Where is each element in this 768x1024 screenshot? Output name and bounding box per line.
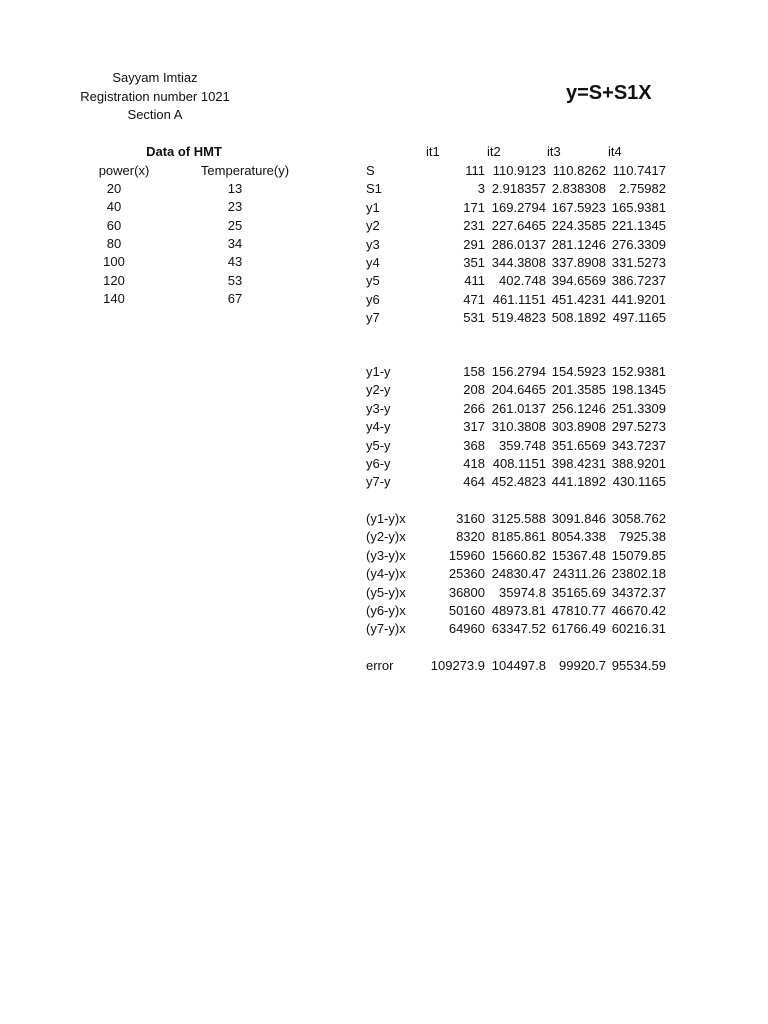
iteration-value-it1: 3160 <box>456 511 485 526</box>
iteration-value-it4: 276.3309 <box>611 236 666 252</box>
row-label: y3 <box>366 236 380 252</box>
iteration-value-it2: 344.3808 <box>491 255 546 270</box>
weighted-residual-row <box>0 510 768 528</box>
row-label: y5 <box>366 273 380 289</box>
author-name: Sayyam Imtiaz <box>112 70 198 85</box>
iteration-value-it3: 61766.49 <box>551 621 606 637</box>
iteration-value-it2: 15660.82 <box>491 547 546 563</box>
iteration-value-it3: 508.1892 <box>551 310 606 326</box>
iteration-value-it3: 201.3585 <box>551 382 606 398</box>
row-label: y5-y <box>366 437 391 453</box>
iteration-value-it4: 23802.18 <box>611 566 666 582</box>
iteration-value-it2: 286.0137 <box>491 236 546 252</box>
iteration-value-it2: 519.4823 <box>491 310 546 326</box>
row-label: S <box>366 163 375 178</box>
iteration-value-it1: 50160 <box>448 603 485 618</box>
iteration-value-it4: 46670.42 <box>611 603 666 618</box>
hmt-col-temperature-header: Temperature(y) <box>200 163 290 178</box>
iteration-value-it2: 35974.8 <box>499 584 546 600</box>
residual-row <box>0 363 768 381</box>
iteration-value-it4: 2.75982 <box>619 181 666 197</box>
iteration-value-it2: 359.748 <box>499 437 546 453</box>
iteration-header-it2: it2 <box>487 144 501 159</box>
iteration-value-it4: 198.1345 <box>611 382 666 398</box>
row-label: y4-y <box>366 419 391 435</box>
iteration-value-it3: 303.8908 <box>551 419 606 435</box>
iteration-value-it3: 35165.69 <box>551 584 606 600</box>
row-label: (y4-y)x <box>366 566 406 582</box>
iteration-value-it4: 297.5273 <box>611 419 666 435</box>
iteration-value-it4: 3058.762 <box>611 511 666 526</box>
parameter-row <box>0 217 768 235</box>
iteration-value-it2: 156.2794 <box>491 364 546 379</box>
iteration-value-it3: 15367.48 <box>551 547 606 563</box>
iteration-value-it1: 351 <box>463 255 485 270</box>
iteration-value-it2: 227.6465 <box>491 218 546 234</box>
iteration-value-it2: 452.4823 <box>491 474 546 490</box>
iteration-value-it2: 408.1151 <box>492 456 546 471</box>
iteration-value-it4: 60216.31 <box>611 621 666 637</box>
row-label: y7-y <box>366 474 391 490</box>
iteration-value-it3: 24311.26 <box>552 566 606 582</box>
registration-number: Registration number 1021 <box>80 89 230 104</box>
iteration-value-it3: 398.4231 <box>551 456 606 471</box>
hmt-table-title: Data of HMT <box>146 144 222 159</box>
iteration-value-it2: 2.918357 <box>491 181 546 197</box>
iteration-value-it1: 109273.9 <box>430 658 485 673</box>
residual-row <box>0 437 768 455</box>
iteration-value-it1: 231 <box>463 218 485 234</box>
iteration-value-it2: 402.748 <box>499 273 546 289</box>
hmt-power-value: 60 <box>106 217 122 233</box>
hmt-temperature-value: 67 <box>227 290 243 306</box>
residual-row <box>0 418 768 436</box>
iteration-value-it3: 8054.338 <box>551 529 606 545</box>
model-formula: y=S+S1X <box>566 82 652 104</box>
hmt-temperature-value: 43 <box>227 254 243 270</box>
iteration-value-it3: 281.1246 <box>551 236 606 252</box>
iteration-value-it3: 337.8908 <box>551 255 606 270</box>
weighted-residual-row <box>0 528 768 546</box>
iteration-value-it4: 7925.38 <box>619 529 666 545</box>
iteration-value-it1: 368 <box>463 437 485 453</box>
iteration-value-it1: 531 <box>463 310 485 326</box>
iteration-value-it1: 411 <box>464 273 485 289</box>
parameter-row <box>0 291 768 309</box>
iteration-value-it1: 15960 <box>448 547 485 563</box>
row-label: (y7-y)x <box>366 621 406 637</box>
iteration-value-it4: 388.9201 <box>611 456 666 471</box>
weighted-residual-row <box>0 547 768 565</box>
iteration-value-it3: 224.3585 <box>551 218 606 234</box>
row-label: y1-y <box>366 364 391 379</box>
iteration-header-it1: it1 <box>426 144 440 159</box>
iteration-value-it4: 110.7417 <box>612 163 666 178</box>
hmt-temperature-value: 53 <box>227 272 243 288</box>
iteration-value-it4: 343.7237 <box>611 437 666 453</box>
iteration-value-it1: 317 <box>463 419 485 435</box>
iteration-value-it3: 47810.77 <box>551 603 606 618</box>
parameter-row <box>0 254 768 272</box>
row-label: (y5-y)x <box>366 584 406 600</box>
row-label: S1 <box>366 181 382 197</box>
iteration-value-it4: 152.9381 <box>611 364 666 379</box>
iteration-value-it2: 8185.861 <box>491 529 546 545</box>
hmt-temperature-value: 23 <box>227 199 243 215</box>
iteration-value-it4: 430.1165 <box>612 474 666 490</box>
iteration-value-it2: 3125.588 <box>491 511 546 526</box>
iteration-value-it4: 34372.37 <box>611 584 666 600</box>
row-label: y6 <box>366 291 380 307</box>
iteration-value-it4: 331.5273 <box>611 255 666 270</box>
hmt-temperature-value: 34 <box>227 235 243 251</box>
iteration-value-it1: 464 <box>463 474 485 490</box>
residual-row <box>0 400 768 418</box>
row-label: y7 <box>366 310 380 326</box>
iteration-header-it4: it4 <box>608 144 622 159</box>
iteration-value-it1: 64960 <box>448 621 485 637</box>
iteration-value-it2: 63347.52 <box>491 621 546 637</box>
error-row <box>0 657 768 675</box>
row-label: y1 <box>366 199 380 215</box>
row-label: (y3-y)x <box>366 547 406 563</box>
iteration-value-it1: 418 <box>463 456 485 471</box>
row-label: y2-y <box>366 382 391 398</box>
iteration-value-it3: 167.5923 <box>551 199 606 215</box>
iteration-header-it3: it3 <box>547 144 561 159</box>
iteration-value-it3: 441.1892 <box>551 474 606 490</box>
parameter-row <box>0 199 768 217</box>
iteration-value-it1: 36800 <box>448 584 485 600</box>
weighted-residual-row <box>0 602 768 620</box>
parameter-row <box>0 236 768 254</box>
iteration-value-it3: 110.8262 <box>552 163 606 178</box>
iteration-value-it3: 394.6569 <box>551 273 606 289</box>
row-label: y4 <box>366 255 380 270</box>
iteration-value-it1: 171 <box>463 199 485 215</box>
iteration-value-it4: 386.7237 <box>611 273 666 289</box>
row-label: (y6-y)x <box>366 603 406 618</box>
iteration-value-it4: 251.3309 <box>611 400 666 416</box>
iteration-value-it1: 208 <box>463 382 485 398</box>
iteration-value-it2: 24830.47 <box>491 566 546 582</box>
iteration-value-it3: 351.6569 <box>551 437 606 453</box>
iteration-value-it2: 461.1151 <box>492 291 546 307</box>
iteration-value-it3: 256.1246 <box>551 400 606 416</box>
weighted-residual-row <box>0 620 768 638</box>
weighted-residual-row <box>0 584 768 602</box>
iteration-value-it4: 165.9381 <box>611 199 666 215</box>
residual-row <box>0 473 768 491</box>
iteration-value-it1: 3 <box>477 181 485 197</box>
iteration-value-it1: 111 <box>465 163 485 178</box>
row-label: (y1-y)x <box>366 511 406 526</box>
hmt-power-value: 120 <box>103 272 125 288</box>
iteration-value-it2: 261.0137 <box>491 400 546 416</box>
parameter-row <box>0 309 768 327</box>
iteration-value-it3: 2.838308 <box>551 181 606 197</box>
iteration-value-it4: 441.9201 <box>611 291 666 307</box>
iteration-value-it3: 451.4231 <box>551 291 606 307</box>
iteration-value-it4: 497.1165 <box>612 310 666 326</box>
row-label: y3-y <box>366 400 391 416</box>
iteration-value-it3: 3091.846 <box>551 511 606 526</box>
iteration-value-it1: 158 <box>463 364 485 379</box>
iteration-value-it1: 266 <box>463 400 485 416</box>
residual-row <box>0 381 768 399</box>
iteration-value-it2: 169.2794 <box>491 199 546 215</box>
hmt-power-value: 40 <box>106 199 122 215</box>
iteration-value-it4: 95534.59 <box>611 658 666 673</box>
hmt-temperature-value: 13 <box>227 181 243 196</box>
row-label: (y2-y)x <box>366 529 406 545</box>
hmt-temperature-value: 25 <box>227 217 243 233</box>
iteration-value-it3: 154.5923 <box>551 364 606 379</box>
parameter-row <box>0 272 768 290</box>
hmt-col-power-header: power(x) <box>98 163 150 178</box>
hmt-power-value: 80 <box>106 235 122 251</box>
row-label: y6-y <box>366 456 391 471</box>
iteration-value-it1: 291 <box>463 236 485 252</box>
row-label: error <box>366 658 394 673</box>
iteration-value-it2: 110.9123 <box>492 163 546 178</box>
row-label: y2 <box>366 218 380 234</box>
hmt-power-value: 100 <box>103 254 125 270</box>
iteration-value-it2: 204.6465 <box>491 382 546 398</box>
hmt-power-value: 140 <box>103 290 125 306</box>
iteration-value-it1: 25360 <box>448 566 485 582</box>
parameter-row <box>0 162 768 180</box>
iteration-value-it1: 8320 <box>456 529 485 545</box>
iteration-value-it1: 471 <box>463 291 485 307</box>
parameter-row <box>0 180 768 198</box>
iteration-value-it2: 310.3808 <box>491 419 546 435</box>
section-label: Section A <box>127 107 183 122</box>
iteration-value-it4: 15079.85 <box>611 547 666 563</box>
iteration-value-it4: 221.1345 <box>611 218 666 234</box>
weighted-residual-row <box>0 565 768 583</box>
residual-row <box>0 455 768 473</box>
iteration-value-it2: 104497.8 <box>491 658 546 673</box>
iteration-value-it2: 48973.81 <box>491 603 546 618</box>
hmt-power-value: 20 <box>106 181 122 196</box>
iteration-value-it3: 99920.7 <box>559 658 606 673</box>
